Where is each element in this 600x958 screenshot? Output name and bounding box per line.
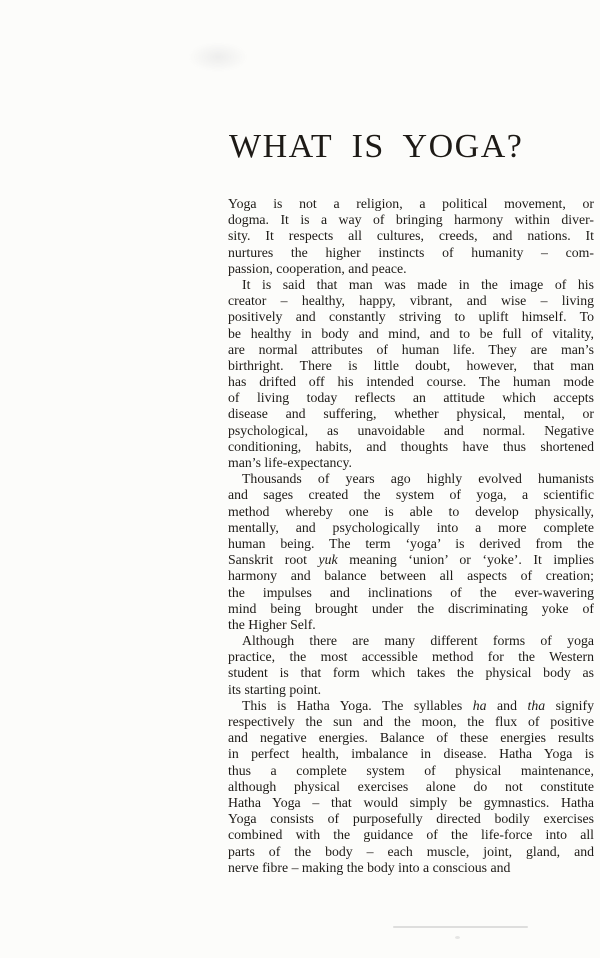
- paragraph: [228, 698, 594, 876]
- text-line: be healthy in body and mind, and to be full of vitality,: [228, 325, 594, 341]
- text-line: respectively the sun and the moon, the flux of positive: [228, 714, 594, 729]
- text-line: man’s life-expectancy.: [228, 455, 352, 470]
- text-line: the impulses and inclinations of the ever-wavering: [228, 584, 594, 600]
- text-line: has drifted off his intended course. The human mode: [228, 374, 594, 390]
- text-line: Thousands of years ago highly evolved humanists: [242, 471, 594, 487]
- text-line: disease and suffering, whether physical, mental, or: [228, 406, 594, 422]
- text-line: practice, the most accessible method for the Western: [228, 649, 594, 665]
- text-line: birthright. There is little doubt, however, that man: [228, 357, 594, 373]
- text-line: This is Hatha Yoga. The syllables ha and tha signify: [242, 697, 594, 713]
- text-line: Although there are many different forms of yoga: [242, 633, 594, 649]
- text-line: human being. The term ‘yoga’ is derived from the: [228, 535, 594, 551]
- text-line: mind being brought under the discriminating yoke of: [228, 600, 594, 616]
- text-line: It is said that man was made in the image of his: [242, 276, 594, 292]
- paragraph: [228, 277, 594, 471]
- text-line: and sages created the system of yoga, a scientific: [228, 487, 594, 503]
- text-line: are normal attributes of human life. They are man’s: [228, 341, 594, 357]
- text-line: conditioning, habits, and thoughts have thus shortened: [228, 438, 594, 454]
- text-line: nerve fibre – making the body into a conscious and: [228, 859, 511, 875]
- text-line: parts of the body – each muscle, joint, gland, and: [228, 843, 594, 859]
- text-line: of living today reflects an attitude which accepts: [228, 390, 594, 406]
- paragraph: [228, 471, 594, 633]
- text-line: positively and constantly striving to uplift himself. To: [228, 309, 594, 325]
- text-line: nurtures the higher instincts of humanity – com-: [228, 244, 594, 260]
- text-line: although physical exercises alone do not constitute: [228, 778, 594, 794]
- text-line: Hatha Yoga – that would simply be gymnastics. Hatha: [228, 794, 594, 810]
- text-line: psychological, as unavoidable and normal. Negative: [228, 422, 594, 438]
- scan-artifact-line: [393, 926, 528, 928]
- paragraph: [228, 633, 594, 698]
- text-line: harmony and balance between all aspects of creation;: [228, 568, 594, 584]
- paragraph: [228, 196, 594, 277]
- text-line: creator – healthy, happy, vibrant, and wise – living: [228, 293, 594, 309]
- text-line: its starting point.: [228, 681, 322, 697]
- text-line: sity. It respects all cultures, creeds, and nations. It: [228, 228, 594, 244]
- text-line: student is that form which takes the physical body as: [228, 665, 594, 681]
- text-line: the Higher Self.: [228, 616, 316, 632]
- text-line: in perfect health, imbalance in disease. Hatha Yoga is: [228, 746, 594, 762]
- text-line: and negative energies. Balance of these energies results: [228, 730, 594, 746]
- text-line: Sanskrit root yuk meaning ‘union’ or ‘yoke’. It implies: [228, 552, 594, 568]
- text-line: Yoga is not a religion, a political movement, or: [228, 196, 594, 211]
- text-line: combined with the guidance of the life-force into all: [228, 827, 594, 843]
- body-text: [228, 196, 594, 876]
- scan-smudge: [188, 42, 248, 72]
- page-title: WHAT IS YOGA?: [229, 127, 524, 165]
- text-line: thus a complete system of physical maintenance,: [228, 762, 594, 778]
- scan-speck: [455, 936, 460, 939]
- text-line: mentally, and psychologically into a more complete: [228, 519, 594, 535]
- text-line: method whereby one is able to develop physically,: [228, 503, 594, 519]
- text-line: passion, cooperation, and peace.: [228, 260, 407, 276]
- text-line: dogma. It is a way of bringing harmony within diver-: [228, 212, 594, 228]
- text-line: Yoga consists of purposefully directed bodily exercises: [228, 811, 594, 827]
